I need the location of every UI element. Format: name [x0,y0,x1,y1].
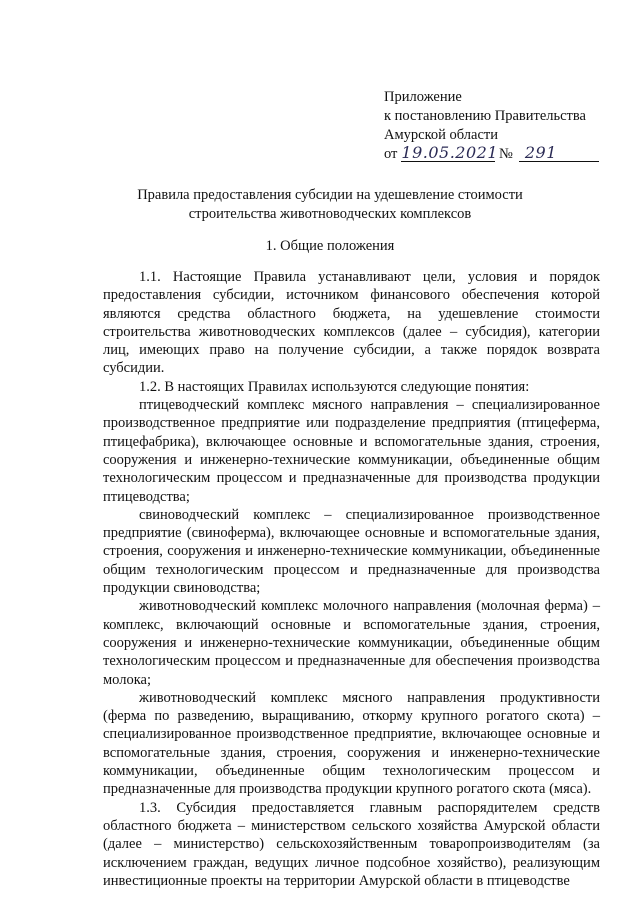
appendix-line-2: к постановлению Правительства [384,108,586,124]
definition-beef: животноводческий комплекс мясного направления продуктивности (ферма по разведению, выращиванию, откорму крупного рогатого скота) – специализированное производственное предприятие, включающее основные и вспомогательные здания, строения, сооружения и инженерно-технические коммуникации, объединенные общим технологическим процессом и предназначенные для производства продукции крупного рогатого скота (мяса). [103,689,600,798]
title-line-2: строительства животноводческих комплексов [188,206,472,222]
definition-pig: свиноводческий комплекс – специализированное производственное предприятие (свиноферма), включающее основные и вспомогательные здания, строения, сооружения и инженерно-технические коммуникации, объединенные общим технологическим процессом и предназначенные для производства продукции свиноводства; [103,506,600,597]
definition-poultry: птицеводческий комплекс мясного направления – специализированное производственное предприятие или подразделение предприятия (птицеферма, птицефабрика), включающее основные и вспомогательные здания, строения, сооружения и инженерно-технические коммуникации, объединенные общим технологическим процессом и предназначенные для производства продукции птицеводства; [103,397,600,505]
paragraph-1-3: 1.3. Субсидия предоставляется главным распорядителем средств областного бюджета – министерством сельского хозяйства Амурской области (далее – министерство) сельскохозяйственным товаропроизводителям (за исключением граждан, ведущих личное подсобное хозяйство), реализующим инвестиционные проекты на территории Амурской области в птицеводстве [103,799,600,889]
from-label: от [384,146,398,162]
appendix-block [384,88,599,164]
handwritten-date: 19.05.2021 [401,143,499,162]
paragraph-1-2: 1.2. В настоящих Правилах используются следующие понятия: [139,378,530,395]
appendix-date-line [384,145,599,164]
number-label: № [499,146,513,162]
handwritten-number: 291 [519,145,599,162]
title-line-1: Правила предоставления субсидии на удешевление стоимости [137,187,523,203]
document-title [90,186,570,224]
document-body [103,268,600,890]
paragraph-1-1: 1.1. Настоящие Правила устанавливают цели, условия и порядок предоставления субсидии, источником финансового обеспечения которой являются средства областного бюджета, на удешевление стоимости строительства животноводческих комплексов (далее – субсидия), категории лиц, имеющих право на получение субсидии, а также порядок возврата субсидии. [103,269,600,377]
appendix-line-1: Приложение [384,89,462,105]
appendix-line-3: Амурской области [384,127,498,143]
definition-dairy: животноводческий комплекс молочного направления (молочная ферма) – комплекс, включающий основные и вспомогательные здания, строения, сооружения и инженерно-технические коммуникации, объединенные общим технологическим процессом и предназначенные для обеспечения производства молока; [103,598,600,688]
section-heading: 1. Общие положения [265,238,395,254]
